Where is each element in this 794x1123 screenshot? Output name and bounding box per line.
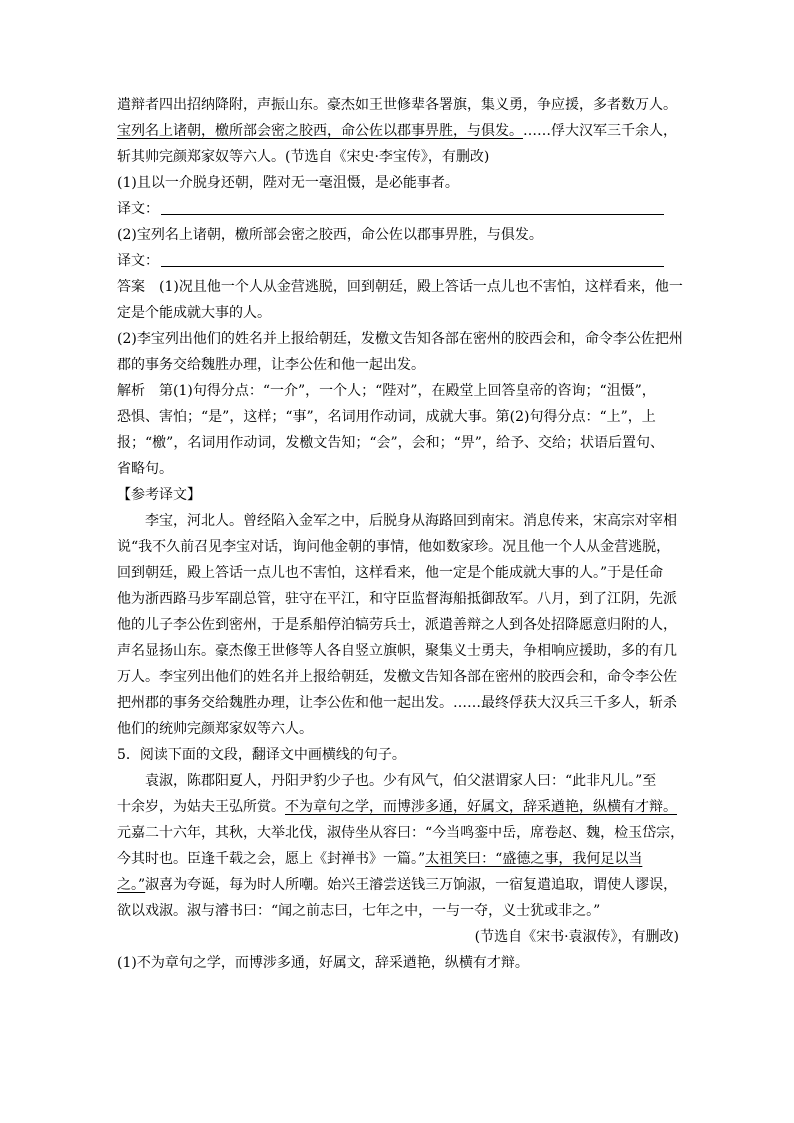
q5-passage-line: 欲以戏淑。淑与濬书曰：“闻之前志曰，七年之中，一与一夺，义士犹或非之。” bbox=[117, 903, 601, 919]
analysis-line: 解析 第(1)句得分点：“一介”，一个人；“陛对”，在殿堂上回答皇帝的咨询；“沮慑”， bbox=[117, 383, 656, 399]
passage-line bbox=[117, 144, 679, 170]
q5-passage-line: 十余岁，为姑夫王弘所赏。不为章句之学，而博涉多通，好属文，辞采遒艳，纵横有才辩。 bbox=[117, 799, 677, 815]
reference-line: 声名显扬山东。豪杰像王世修等人各自竖立旗帜，聚集义士勇夫，争相响应援助，多的有几 bbox=[117, 643, 677, 659]
answer-line: 定是个能成就大事的人。 bbox=[117, 305, 271, 321]
reference-header: 【参考译文】 bbox=[117, 487, 201, 503]
passage-line bbox=[117, 92, 679, 118]
q5-passage-line: 元嘉二十六年，其秋，大举北伐，淑侍坐从容曰：“今当鸣銮中岳，席卷赵、魏，检玉岱宗， bbox=[117, 825, 685, 841]
reference-line: 他为浙西路马步军副总管，驻守在平江，和守臣监督海船抵御敌军。八月，到了江阴，先派 bbox=[117, 591, 677, 607]
q5-question-1: (1)不为章句之学，而博涉多通，好属文，辞采遒艳，纵横有才辩。 bbox=[117, 955, 529, 971]
passage-source: 斩其帅完颜郑家奴等六人。(节选自《宋史·李宝传》，有删改) bbox=[117, 149, 490, 165]
translation-label: 译文： bbox=[117, 201, 159, 217]
reference-line: 回到朝廷，殿上答话一点儿也不害怕，这样看来，他一定是个能成就大事的人。”于是任命 bbox=[117, 565, 664, 581]
q5-source: (节选自《宋书·袁淑传》，有删改) bbox=[474, 929, 679, 945]
passage-text: ……俘大汉军三千余人， bbox=[523, 123, 677, 139]
reference-line: 把州郡的事务交给魏胜办理，让李公佐和他一起出发。……最终俘获大汉兵三千多人，斩杀 bbox=[117, 695, 677, 711]
analysis-line: 恐惧、害怕；“是”，这样；“事”，名词用作动词，成就大事。第(2)句得分点：“上”，上 bbox=[117, 409, 656, 425]
underlined-sentence: 太祖笑曰：“盛德之事，我何足以当 bbox=[425, 851, 643, 867]
underlined-sentence: 宝列名上诸朝，檄所部会密之胶西，命公佐以郡事畀胜，与俱发。 bbox=[117, 123, 523, 139]
translation-label: 译文： bbox=[117, 253, 159, 269]
q5-passage-line: 今其时也。臣逢千载之会，愿上《封禅书》一篇。”太祖笑曰：“盛德之事，我何足以当 bbox=[117, 851, 643, 867]
reference-line: 他的儿子李公佐到密州，于是系船停泊犒劳兵士，派遣善辩之人到各处招降愿意归附的人， bbox=[117, 617, 677, 633]
answer-blank[interactable] bbox=[161, 198, 664, 215]
q5-passage-line: 之。”淑喜为夸诞，每为时人所嘲。始兴王濬尝送钱三万饷淑，一宿复遣追取，谓使人谬误， bbox=[117, 877, 678, 893]
question-2: (2)宝列名上诸朝，檄所部会密之胶西，命公佐以郡事畀胜，与俱发。 bbox=[117, 227, 543, 243]
passage-text: 遣辩者四出招纳降附，声振山东。豪杰如王世修辈各署旗，集义勇，争应援，多者数万人。 bbox=[117, 97, 677, 113]
passage-line bbox=[117, 118, 679, 144]
answer-line: 答案 (1)况且他一个人从金营逃脱，回到朝廷，殿上答话一点儿也不害怕，这样看来，他一 bbox=[117, 279, 683, 295]
underlined-sentence: 不为章句之学，而博涉多通，好属文，辞采遒艳，纵横有才辩。 bbox=[285, 799, 677, 815]
reference-line: 说“我不久前召见李宝对话，询问他金朝的事情，他如数家珍。况且他一个人从金营逃脱， bbox=[117, 539, 671, 555]
analysis-line: 省略句。 bbox=[117, 461, 173, 477]
translation-line-2 bbox=[117, 248, 679, 274]
reference-line: 他们的统帅完颜郑家奴等六人。 bbox=[117, 721, 313, 737]
underlined-sentence: 之。” bbox=[117, 877, 146, 893]
translation-line-1 bbox=[117, 196, 679, 222]
reference-line: 万人。李宝列出他们的姓名并上报给朝廷，发檄文告知各部在密州的胶西会和，命令李公佐 bbox=[117, 669, 677, 685]
answer-line: 郡的事务交给魏胜办理，让李公佐和他一起出发。 bbox=[117, 357, 425, 373]
q5-passage-line: 袁淑，陈郡阳夏人，丹阳尹豹少子也。少有风气，伯父湛谓家人曰：“此非凡儿。”至 bbox=[145, 773, 657, 789]
question-5-title: 5．阅读下面的文段，翻译文中画横线的句子。 bbox=[117, 747, 406, 763]
question-1: (1)且以一介脱身还朝，陛对无一毫沮慑，是必能事者。 bbox=[117, 175, 459, 191]
answer-blank[interactable] bbox=[161, 250, 664, 267]
answer-line: (2)李宝列出他们的姓名并上报给朝廷，发檄文告知各部在密州的胶西会和，命令李公佐把州 bbox=[117, 331, 683, 347]
reference-line: 李宝，河北人。曾经陷入金军之中，后脱身从海路回到南宋。消息传来，宋高宗对宰相 bbox=[145, 513, 677, 529]
document-page bbox=[117, 92, 685, 976]
analysis-line: 报；“檄”，名词用作动词，发檄文告知；“会”，会和；“畀”，给予、交给；状语后置句、 bbox=[117, 435, 664, 451]
